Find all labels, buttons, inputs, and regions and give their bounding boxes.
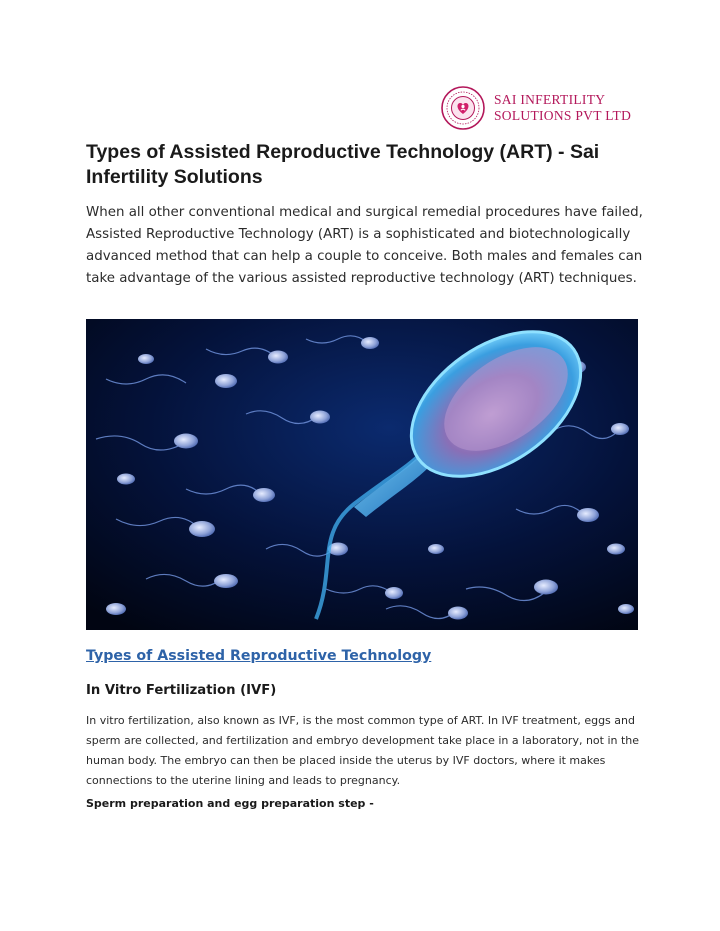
logo-emblem-icon bbox=[440, 85, 486, 131]
company-logo bbox=[440, 84, 650, 132]
types-of-art-link[interactable]: Types of Assisted Reproductive Technology bbox=[86, 648, 432, 664]
ivf-subheading: In Vitro Fertilization (IVF) bbox=[86, 683, 277, 698]
logo-wordmark bbox=[494, 92, 631, 124]
preparation-step-heading: Sperm preparation and egg preparation step - bbox=[86, 797, 374, 810]
logo-line-1: SAI INFERTILITY bbox=[494, 92, 606, 107]
sperm-illustration bbox=[86, 319, 638, 630]
ivf-paragraph: In vitro fertilization, also known as IVF, is the most common type of ART. In IVF treatment, eggs and sperm are collected, and fertilization and embryo development take place in a laboratory, not in the human body. The embryo can then be placed inside the uterus by IVF doctors, where it makes connections to the uterine lining and leads to pregnancy. bbox=[86, 714, 640, 787]
intro-paragraph: When all other conventional medical and surgical remedial procedures have failed, Assisted Reproductive Technology (ART) is a sophisticated and biotechnologically advanced method that can help a couple to conceive. Both males and females can take advantage of the various assisted reproductive technology (ART) techniques. bbox=[86, 205, 643, 286]
logo-line-2: SOLUTIONS PVT LTD bbox=[494, 108, 632, 123]
sperm-hero-image bbox=[86, 319, 638, 630]
page-title: Types of Assisted Reproductive Technology (ART) - Sai Infertility Solutions bbox=[86, 141, 600, 188]
